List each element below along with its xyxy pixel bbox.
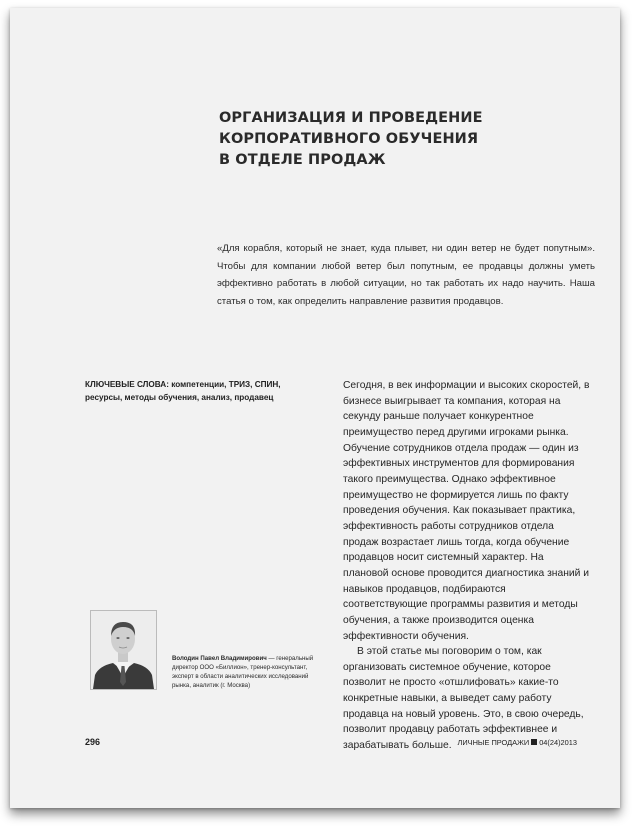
article-body bbox=[343, 378, 590, 754]
article-lead: «Для корабля, который не знает, куда плывет, ни один ветер не будет попутным». Чтобы для компании любой ветер был попутным, ее продавцы должны уметь эффективно работать в любой ситуации, но так работать их надо научить. Наша статья о том, как определить направление развития продавцов. bbox=[217, 243, 595, 307]
author-info bbox=[172, 654, 315, 690]
body-paragraph: В этой статье мы поговорим о том, как организовать системное обучение, которое позволит не просто «отшлифовать» какие-то конкретные навыки, а выведет саму работу продавца на новый уровень. Это, в свою очередь, позволит продавцу работать эффективнее и зарабатывать больше. bbox=[343, 646, 584, 752]
square-separator-icon bbox=[531, 739, 537, 745]
journal-footer bbox=[458, 738, 578, 747]
author-portrait-icon bbox=[90, 610, 157, 690]
author-description: — генеральный директор ООО «Биллион», тренер-консультант, эксперт в области аналитических исследований рынка, аналитик (г. Москва) bbox=[172, 655, 314, 689]
keywords-list: компетенции, ТРИЗ, СПИН, ресурсы, методы обучения, анализ, продавец bbox=[85, 380, 281, 402]
journal-name: ЛИЧНЫЕ ПРОДАЖИ bbox=[457, 738, 530, 747]
keywords-block bbox=[85, 379, 305, 404]
body-paragraph: Сегодня, в век информации и высоких скоростей, в бизнесе выигрывает та компания, которая на секунду раньше получает конкурентное преимущество перед другими игроками рынка. Обучение сотрудников отдела продаж — один из эффективных инструментов для формирования такого преимущества. Однако эффективное преимущество не формируется лишь по факту проведения обучения. Как показывает практика, эффективность работы сотрудников отдела продаж возрастает лишь тогда, когда обучение продавцов носит системный характер. На плановой основе проводится диагностика знаний и навыков продавцов, подбираются соответствующие программы развития и методы обучения, а также производится оценка эффективности обучения. bbox=[343, 380, 590, 642]
title-line: В ОТДЕЛЕ ПРОДАЖ bbox=[219, 152, 386, 168]
title-line: КОРПОРАТИВНОГО ОБУЧЕНИЯ bbox=[219, 131, 479, 147]
title-line: ОРГАНИЗАЦИЯ И ПРОВЕДЕНИЕ bbox=[219, 110, 483, 126]
journal-issue: 04(24)2013 bbox=[539, 738, 577, 747]
author-portrait-icon bbox=[91, 611, 156, 689]
article-title bbox=[219, 108, 519, 171]
page-number: 296 bbox=[85, 737, 101, 747]
keywords-label: КЛЮЧЕВЫЕ СЛОВА: bbox=[85, 380, 169, 389]
author-name: Володин Павел Владимирович bbox=[172, 655, 267, 662]
magazine-page bbox=[10, 8, 620, 808]
